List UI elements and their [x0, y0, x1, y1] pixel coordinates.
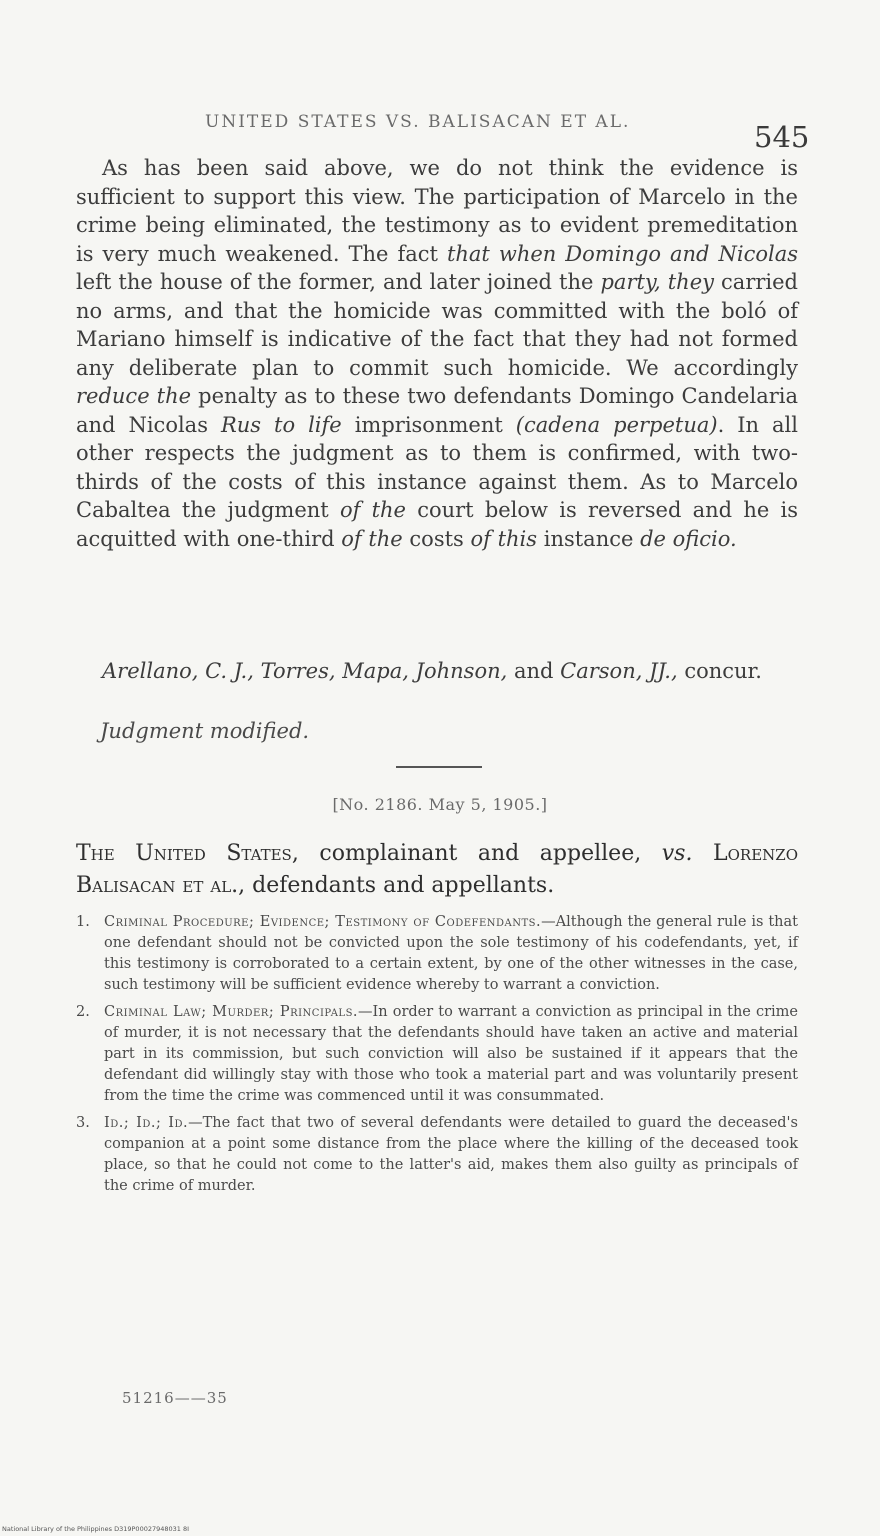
syllabus-number: 1.: [76, 914, 90, 930]
case-number-date: [No. 2186. May 5, 1905.]: [332, 795, 548, 814]
justices-names: Carson, JJ.,: [560, 659, 678, 683]
text-run-italic: of the: [339, 498, 406, 522]
syllabus-number: 2.: [76, 1004, 90, 1020]
text-run-italic: of the: [341, 526, 403, 551]
text-run: carried no arms, and that the homicide was committed with the boló of Mariano himself is indicative of the fact that they had not formed any deliberate plan to commit such homicide. We accordingly: [76, 270, 798, 380]
scan-footer: National Library of the Philippines D319P00027948031 8I: [2, 1525, 190, 1533]
syllabus-heading: Id.; Id.; Id.: [104, 1115, 189, 1131]
text-run-italic: de oficio.: [640, 526, 737, 551]
syllabus-text: —Although the general rule is that one defendant should not be convicted upon the sole testimony of his codefendants, yet, if this testimony is corroborated to a certain extent, by one of the other witnesses in the case, such testimony will be sufficient evidence whereby to warrant a conviction.: [104, 914, 798, 993]
case-title: [76, 838, 798, 902]
running-header: UNITED STATES VS. BALISACAN ET AL.: [205, 112, 631, 132]
syllabus-heading: Criminal Procedure; Evidence; Testimony of Codefendants.: [104, 914, 542, 930]
text-run-italic: (cadena perpetua): [515, 412, 718, 437]
text-run: imprisonment: [341, 412, 516, 437]
opinion-paragraph: [76, 154, 798, 553]
text-run: . In all other respects the judgment as to them is confirmed, with two-thirds of the costs of this instance against them. As to Marcelo Cabaltea the judgment: [76, 412, 798, 522]
text-run: left the house of the former, and later joined the: [76, 270, 601, 294]
syllabus-text: —In order to warrant a conviction as principal in the crime of murder, it is not necessary that the defendants should have taken an active and material part in its commission, but such conviction will also be sustained if it appears that the defendant did willingly stay with those who took a material part and was voluntarily present from the time the crime was commenced until it was consummated.: [104, 1004, 798, 1104]
party-name: Lorenzo Balisacan et al.,: [76, 841, 798, 898]
text-run-italic: reduce the: [76, 384, 192, 408]
text-run-italic: party, they: [600, 270, 714, 294]
text-run-italic: of this: [470, 526, 538, 551]
judgment-note: Judgment modified.: [100, 719, 310, 743]
text-run-italic: Rus to life: [220, 412, 342, 437]
text-run: complainant and appellee,: [298, 841, 662, 866]
text-run: defendants and appellants.: [245, 873, 555, 898]
text-run: concur.: [677, 659, 762, 683]
syllabus-item: [76, 912, 798, 996]
section-divider: [396, 766, 482, 768]
versus: vs.: [661, 841, 693, 866]
page-number: 545: [754, 120, 810, 154]
text-run-italic: that when Domingo and Nicolas: [446, 241, 799, 266]
syllabus-heading: Criminal Law; Murder; Principals.: [104, 1004, 359, 1020]
syllabus-text: —The fact that two of several defendants were detailed to guard the deceased's companion at a point some distance from the place where the killing of the deceased took place, so that he could not come to the latter's aid, makes them also guilty as principals of the crime of murder.: [104, 1115, 798, 1194]
syllabus: [76, 912, 798, 1203]
text-run: costs: [402, 526, 471, 551]
justices-names: Arellano, C. J., Torres, Mapa, Johnson,: [102, 659, 508, 683]
concurrence-line: [76, 657, 798, 685]
printer-signature: 51216——35: [122, 1389, 228, 1407]
syllabus-number: 3.: [76, 1115, 90, 1131]
text-run: As has been said above, we do not think the evidence is sufficient to support this view. The participation of Marcelo in the crime being eliminated, the testimony as to evident premeditation is very much weakened. The fact: [76, 156, 798, 266]
text-run: and: [507, 659, 561, 683]
syllabus-item: [76, 1113, 798, 1197]
party-name: The United States,: [76, 841, 299, 866]
text-run: court below is reversed and he is acquitted with one-third: [76, 498, 798, 551]
text-run: instance: [537, 526, 641, 551]
syllabus-item: [76, 1002, 798, 1107]
text-run: penalty as to these two defendants Domingo Candelaria and Nicolas: [76, 384, 798, 437]
